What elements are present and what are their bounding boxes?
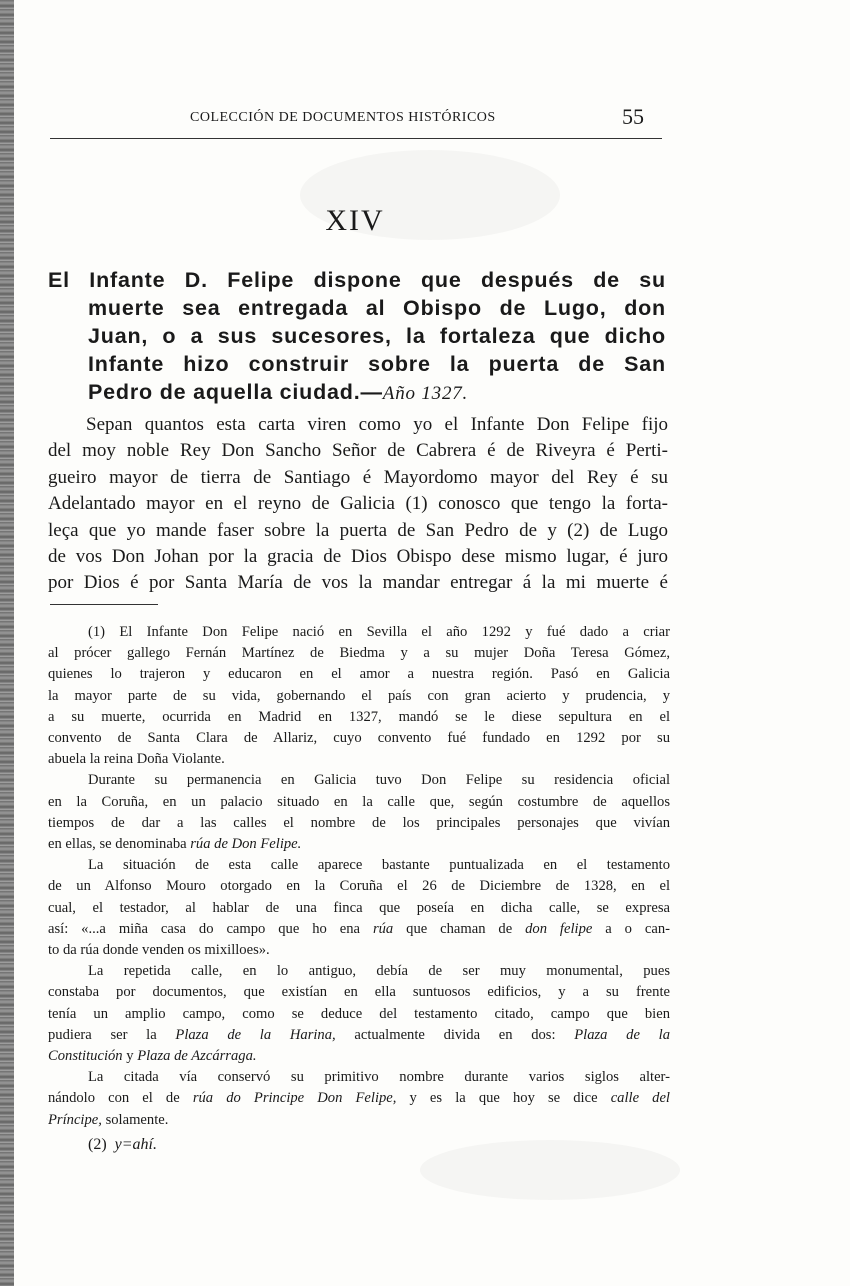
footnotes [48, 622, 670, 1131]
running-title: COLECCIÓN DE DOCUMENTOS HISTÓRICOS [190, 110, 496, 125]
footnote-line: tiempos de dar a las calles el nombre de los principales personajes que vivían [48, 814, 670, 831]
title-line: Juan, o a sus sucesores, la fortaleza que dicho [88, 324, 666, 348]
footnote-line: La citada vía conservó su primitivo nombre durante varios siglos alter- [88, 1069, 670, 1086]
body-line: del moy noble Rey Don Sancho Señor de Cabrera é de Riveyra é Perti- [48, 440, 668, 462]
page-number: 55 [622, 104, 644, 129]
footnote-line [48, 1046, 670, 1067]
footnote-line: quienes lo trajeron y educaron en el amor a nuestra región. Pasó en Galicia [48, 666, 670, 683]
footnote-text: y [126, 1048, 134, 1065]
footnote-text: nándolo con el de [48, 1090, 180, 1107]
body-line: leça que yo mande faser sobre la puerta de San Pedro de y (2) de Lugo [48, 519, 668, 541]
footnote-italic: Plaza de Azcárraga. [137, 1048, 257, 1065]
footnote-line: Durante su permanencia en Galicia tuvo Don Felipe su residencia oficial [88, 772, 670, 789]
title-date: Año 1327. [382, 383, 469, 404]
footnote-line [48, 919, 670, 940]
footnote-text: actualmente divida en dos: [354, 1026, 556, 1043]
footnote-text: pudiera ser la [48, 1026, 157, 1043]
title-line: muerte sea entregada al Obispo de Lugo, don [88, 296, 666, 320]
footnote-line: en la Coruña, en un palacio situado en la calle que, según costumbre de aquellos [48, 793, 670, 810]
footnote-line: de un Alfonso Mouro otorgado en la Coruña el 26 de Diciembre de 1328, en el [48, 878, 670, 895]
footnote-italic: Constitución [48, 1048, 123, 1065]
footnote-italic: don felipe [525, 920, 593, 937]
document-body [48, 412, 668, 597]
footnote-italic: rúa [372, 920, 394, 937]
footnote-italic: Plaza de la [574, 1026, 670, 1043]
footnote-line: a su muerte, ocurrida en Madrid en 1327, mandó se le diese sepultura en el [48, 708, 670, 725]
footnote-italic: rúa de Don Felipe. [190, 836, 302, 853]
chapter-title [48, 266, 666, 408]
footnote-line: (1) El Infante Don Felipe nació en Sevilla el año 1292 y fué dado a criar [88, 624, 670, 640]
footnote-line [48, 834, 670, 855]
body-line: de vos Don Johan por la gracia de Dios Obispo dese mismo lugar, é juro [48, 546, 668, 568]
footnote-line [48, 1110, 670, 1131]
footnote-line: la mayor parte de su vida, gobernando el país con gran acierto y prudencia, y [48, 687, 670, 704]
footnote-text: que chaman de [406, 920, 513, 937]
title-line: Infante hizo construir sobre la puerta de San [88, 352, 666, 376]
footnote-italic: rúa do Principe Don Felipe, [192, 1090, 397, 1107]
footnote-text: en ellas, se denominaba [48, 836, 187, 853]
footnote-text: y es la que hoy se dice [409, 1090, 598, 1107]
footnote-line: La repetida calle, en lo antiguo, debía de ser muy monumental, pues [88, 963, 670, 980]
title-line-last [48, 378, 666, 408]
footnote-italic: Plaza de la Harina, [175, 1026, 336, 1043]
footnote-line: cual, el testador, al hablar de una finca que poseía en dicha calle, se expresa [48, 899, 670, 916]
footnote-text: así: «...a miña casa do campo que ho ena [48, 920, 361, 937]
footnote-italic: Príncipe, [48, 1111, 102, 1128]
chapter-number: XIV [325, 204, 385, 237]
body-line: Sepan quantos esta carta viren como yo el Infante Don Felipe fijo [86, 414, 668, 435]
footnote-line: La situación de esta calle aparece bastante puntualizada en el testamento [88, 857, 670, 874]
footnote-line: al prócer gallego Fernán Martínez de Biedma y a su mujer Doña Teresa Gómez, [48, 645, 670, 662]
footnote-line: constaba por documentos, que existían en ella suntuosos edificios, y a su frente [48, 984, 670, 1001]
footnote-text: solamente. [105, 1111, 169, 1128]
body-line: por Dios é por Santa María de vos la mandar entregar á la mi muerte é [48, 572, 668, 594]
footnote-line [48, 1025, 670, 1046]
footnote-line: to da rúa donde venden os mixilloes». [48, 942, 270, 959]
title-line: Pedro de aquella ciudad.— [88, 380, 383, 404]
footnote-line: abuela la reina Doña Violante. [48, 751, 225, 768]
body-line: Adelantado mayor en el reyno de Galicia (1) conosco que tengo la forta- [48, 493, 668, 515]
footnote-2 [88, 1136, 157, 1154]
body-line: gueiro mayor de tierra de Santiago é Mayordomo mayor del Rey é su [48, 466, 668, 488]
page-binding-edge [0, 0, 14, 1286]
footnote-italic: calle del [610, 1090, 670, 1107]
paper-stain [420, 1140, 680, 1200]
footnote-text: a o can- [605, 920, 670, 937]
footnote-marker: (2) [88, 1136, 107, 1153]
footnote-line: tenía un amplio campo, como se deduce del testamento citado, campo que bien [48, 1005, 670, 1022]
running-header [50, 104, 662, 139]
footnote-italic: y=ahí. [114, 1136, 157, 1153]
title-line: El Infante D. Felipe dispone que después de su [48, 268, 666, 292]
footnote-line [48, 1088, 670, 1109]
footnote-line: convento de Santa Clara de Allariz, cuyo convento fué fundado en 1292 por su [48, 730, 670, 747]
footnote-rule [50, 604, 158, 605]
